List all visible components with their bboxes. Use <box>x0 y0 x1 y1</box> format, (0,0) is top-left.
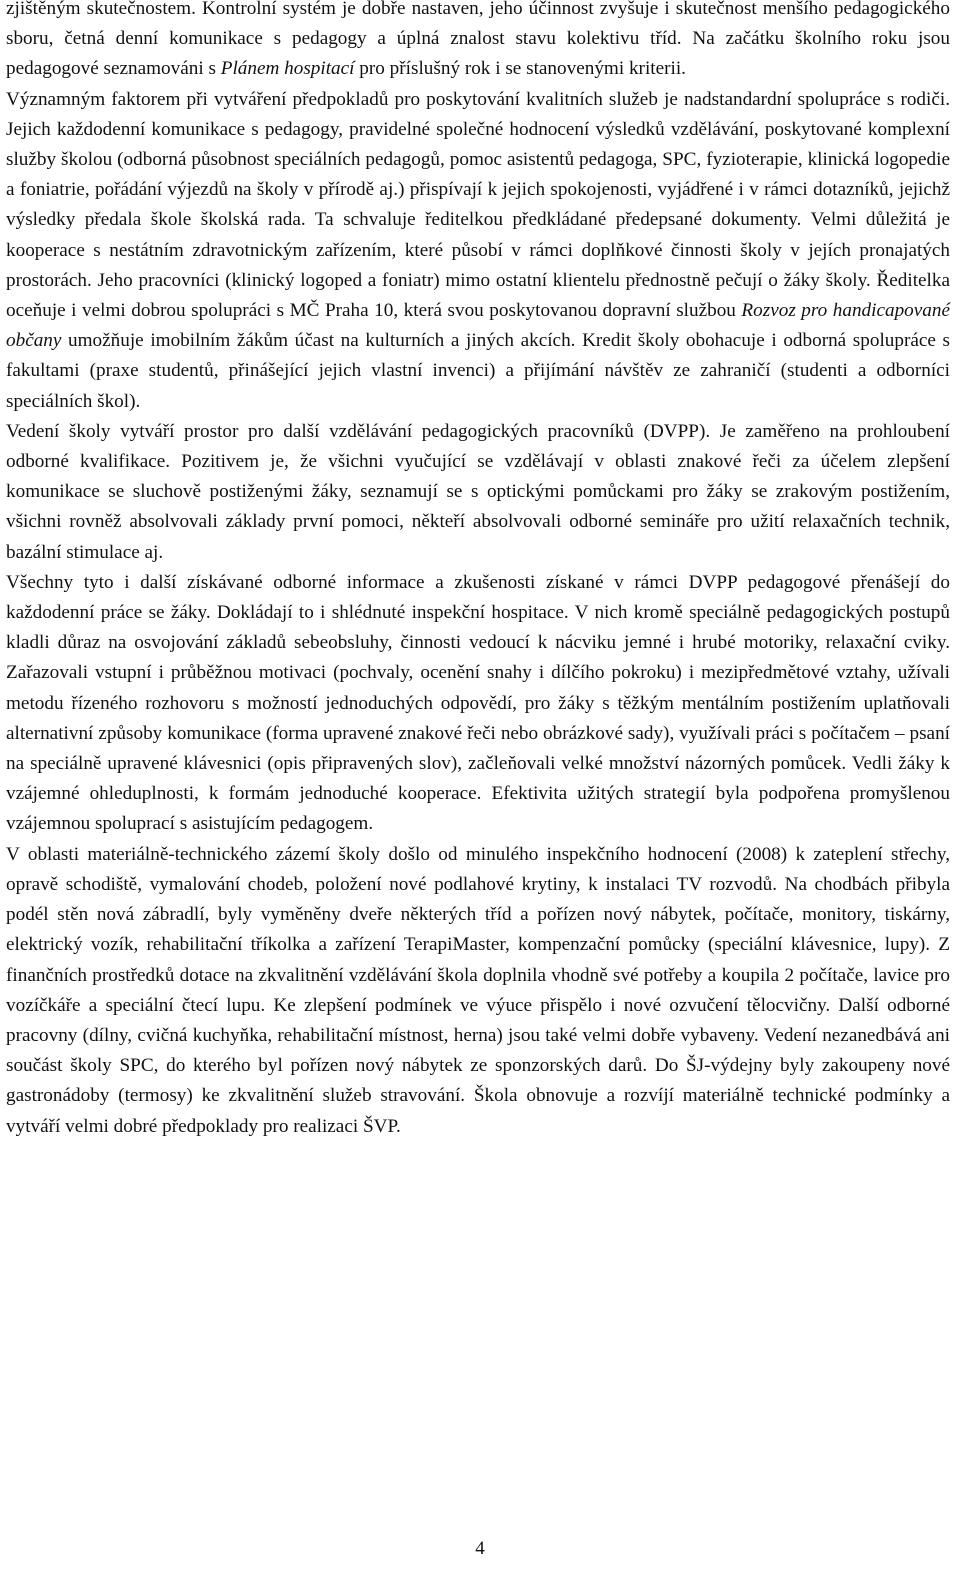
paragraph-teaching-practice <box>6 568 950 840</box>
document-page <box>6 0 950 1142</box>
text-segment: Všechny tyto i další získávané odborné informace a zkušenosti získané v rámci DVPP pedagogové přenášejí do každodenní práce se žáky. Dokládají to i shlédnuté inspekční hospitace. V nich kromě speciálně pedagogických postupů kladli důraz na osvojování základů sebeobsluhy, činnosti vedoucí k nácviku jemné i hrubé motoriky, relaxační cviky. Zařazovali vstupní i průběžnou motivaci (pochvaly, ocenění snahy i dílčího pokroku) i mezipředmětové vztahy, užívali metodu řízeného rozhovoru s možností jednoduchých odpovědí, pro žáky s těžkým mentálním postižením uplatňovali alternativní způsoby komunikace (forma upravené znakové řeči nebo obrázkové sady), využívali práci s počítačem – psaní na speciálně upravené klávesnici (opis připravených slov), začleňovali velké množství názorných pomůcek. Vedli žáky k vzájemné ohleduplnosti, k formám jednoduché kooperace. Efektivita užitých strategií byla podpořena promyšlenou vzájemnou spoluprací s asistujícím pedagogem. <box>6 571 950 835</box>
text-segment: pro příslušný rok i se stanovenými kriterii. <box>354 58 686 80</box>
text-segment: zjištěným skutečnostem. Kontrolní systém je dobře nastaven, jeho účinnost zvyšuje i skutečnost menšího pedagogického sboru, četná denní komunikace s pedagogy a úplná znalost stavu kolektivu tříd. Na začátku školního roku jsou pedagogové seznamováni s <box>6 0 950 80</box>
paragraph-control-system <box>6 0 950 85</box>
text-segment: Významným faktorem při vytváření předpokladů pro poskytování kvalitních služeb je nadstandardní spolupráce s rodiči. Jejich každodenní komunikace s pedagogy, pravidelné společné hodnocení výsledků vzdělávání, poskytované komplexní služby školou (odborná působnost speciálních pedagogů, pomoc asistentů pedagoga, SPC, fyzioterapie, klinická logopedie a foniatrie, pořádání výjezdů na školy v přírodě aj.) přispívají k jejich spokojenosti, vyjádřené i v rámci dotazníků, jejichž výsledky předala škole školská rada. Ta schvaluje ředitelkou předkládané předepsané dokumenty. Velmi důležitá je kooperace s nestátním zdravotnickým zařízením, které působí v rámci doplňkové činnosti školy v jejích pronajatých prostorách. Jeho pracovníci (klinický logoped a foniatr) mimo ostatní klientelu přednostně pečují o žáky školy. Ředitelka oceňuje i velmi dobrou spolupráci s MČ Praha 10, která svou poskytovanou dopravní službou <box>6 88 950 322</box>
paragraph-material-technical <box>6 840 950 1142</box>
paragraph-further-education <box>6 417 950 568</box>
text-segment: Vedení školy vytváří prostor pro další vzdělávání pedagogických pracovníků (DVPP). Je zaměřeno na prohloubení odborné kvalifikace. Pozitivem je, že všichni vyučující se vzdělávají v oblasti znakové řeči za účelem zlepšení komunikace se sluchově postiženými žáky, seznamují se s optickými pomůckami pro žáky se zrakovým postižením, všichni rovněž absolvovali základy první pomoci, někteří absolvovali odborné semináře pro užití relaxačních technik, bazální stimulace aj. <box>6 420 950 563</box>
text-segment: umožňuje imobilním žákům účast na kulturních a jiných akcích. Kredit školy obohacuje i odborná spolupráce s fakultami (praxe studentů, přinášející jejich vlastní invenci) a přijímání návštěv ze zahraničí (studenti a odborníci speciálních škol). <box>6 330 950 412</box>
italic-text-segment: Rozvoz pro handicapované občany <box>6 300 950 352</box>
italic-text-segment: Plánem hospitací <box>220 58 355 80</box>
paragraph-parent-cooperation <box>6 85 950 417</box>
text-segment: V oblasti materiálně-technického zázemí školy došlo od minulého inspekčního hodnocení (2008) k zateplení střechy, opravě schodiště, vymalování chodeb, položení nové podlahové krytiny, k instalaci TV rozvodů. Na chodbách přibyla podél stěn nová zábradlí, byly vyměněny dveře některých tříd a pořízen nový nábytek, počítače, monitory, tiskárny, elektrický vozík, rehabilitační tříkolka a zařízení TerapiMaster, kompenzační pomůcky (speciální klávesnice, lupy). Z finančních prostředků dotace na zkvalitnění vzdělávání škola doplnila vhodně své potřeby a koupila 2 počítače, lavice pro vozíčkáře a speciální čtecí lupu. Ke zlepšení podmínek ve výuce přispělo i nové ozvučení tělocvičny. Další odborné pracovny (dílny, cvičná kuchyňka, rehabilitační místnost, herna) jsou také velmi dobře vybaveny. Vedení nezanedbává ani součást školy SPC, do kterého byl pořízen nový nábytek ze sponzorských darů. Do ŠJ-výdejny byly zakoupeny nové gastronádoby (termosy) ke zkvalitnění služeb stravování. Škola obnovuje a rozvíjí materiálně technické podmínky a vytváří velmi dobré předpoklady pro realizaci ŠVP. <box>6 843 950 1137</box>
page-number: 4 <box>475 1538 485 1559</box>
